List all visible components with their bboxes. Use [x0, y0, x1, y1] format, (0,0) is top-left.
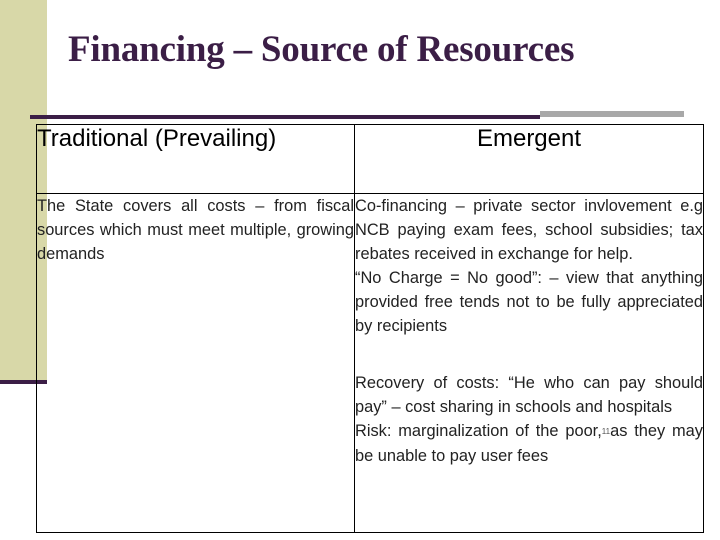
risk-text-after: as they may be unable to pay user fees: [355, 422, 703, 465]
emergent-cell: [355, 194, 704, 533]
comparison-table: [36, 124, 704, 533]
title-underline-gray: [540, 111, 684, 117]
content-row: [37, 194, 704, 533]
traditional-text: The State covers all costs – from fiscal sources which must meet multiple, growing demands: [37, 197, 354, 263]
emergent-item-cofinancing: Co-financing – private sector invlovement e.g NCB paying exam fees, school subsidies; tax rebates received in exchange for help.: [355, 197, 703, 263]
traditional-cell: [37, 194, 355, 533]
emergent-item-recovery: Recovery of costs: “He who can pay should pay” – cost sharing in schools and hospitals: [355, 374, 703, 416]
risk-text-before: Risk: marginalization of the poor,: [355, 422, 602, 440]
slide-title: Financing – Source of Resources: [68, 29, 575, 70]
paragraph-gap: [355, 338, 703, 371]
title-underline-dark: [30, 115, 540, 119]
header-emergent: Emergent: [355, 125, 704, 194]
emergent-item-risk: [355, 419, 703, 468]
emergent-item-no-charge: “No Charge = No good”: – view that anything provided free tends not to be fully appreciated by recipients: [355, 269, 703, 335]
page-number: 11: [601, 427, 611, 436]
header-traditional: Traditional (Prevailing): [37, 125, 355, 194]
header-row: [37, 125, 704, 194]
